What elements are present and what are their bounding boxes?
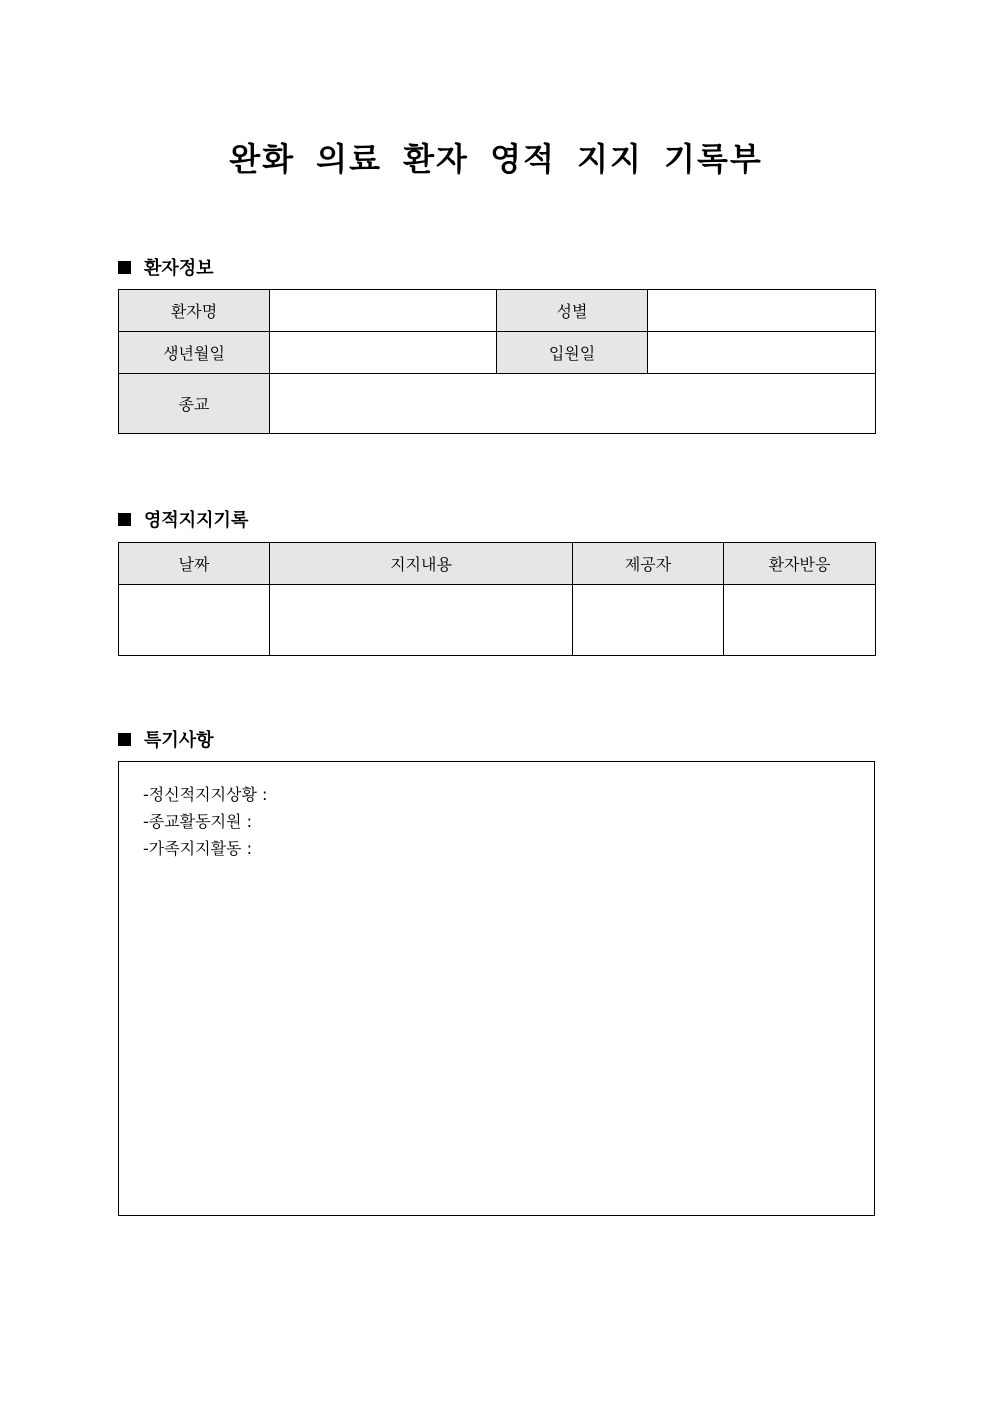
record-content-cell[interactable] <box>270 585 573 656</box>
list-item: -종교활동지원 : <box>143 812 252 831</box>
support-record-heading <box>118 506 248 532</box>
patient-info-heading <box>118 254 214 280</box>
special-notes-list <box>119 762 874 862</box>
patient-info-table <box>118 289 876 434</box>
religion-label: 종교 <box>119 374 270 434</box>
column-header-date: 날짜 <box>119 543 270 585</box>
record-provider-cell[interactable] <box>573 585 724 656</box>
square-bullet-icon <box>118 733 131 746</box>
admission-date-field[interactable] <box>648 332 876 374</box>
special-notes-heading <box>118 726 214 752</box>
gender-label: 성별 <box>497 290 648 332</box>
support-record-heading-text: 영적지지기록 <box>144 510 249 531</box>
square-bullet-icon <box>118 261 131 274</box>
page-title: 완화 의료 환자 영적 지지 기록부 <box>229 140 763 178</box>
list-item: -정신적지지상황 : <box>143 785 268 804</box>
special-notes-box[interactable] <box>118 761 875 1216</box>
admission-date-label: 입원일 <box>497 332 648 374</box>
record-response-cell[interactable] <box>724 585 876 656</box>
patient-name-field[interactable] <box>270 290 497 332</box>
support-record-table <box>118 542 876 656</box>
patient-name-label: 환자명 <box>119 290 270 332</box>
patient-info-heading-text: 환자정보 <box>144 258 214 279</box>
birthdate-label: 생년월일 <box>119 332 270 374</box>
table-row <box>119 585 876 656</box>
column-header-response: 환자반응 <box>724 543 876 585</box>
birthdate-field[interactable] <box>270 332 497 374</box>
list-item: -가족지지활동 : <box>143 839 252 858</box>
special-notes-heading-text: 특기사항 <box>144 730 214 751</box>
gender-field[interactable] <box>648 290 876 332</box>
religion-field[interactable] <box>270 374 876 434</box>
square-bullet-icon <box>118 513 131 526</box>
record-date-cell[interactable] <box>119 585 270 656</box>
column-header-content: 지지내용 <box>270 543 573 585</box>
column-header-provider: 제공자 <box>573 543 724 585</box>
